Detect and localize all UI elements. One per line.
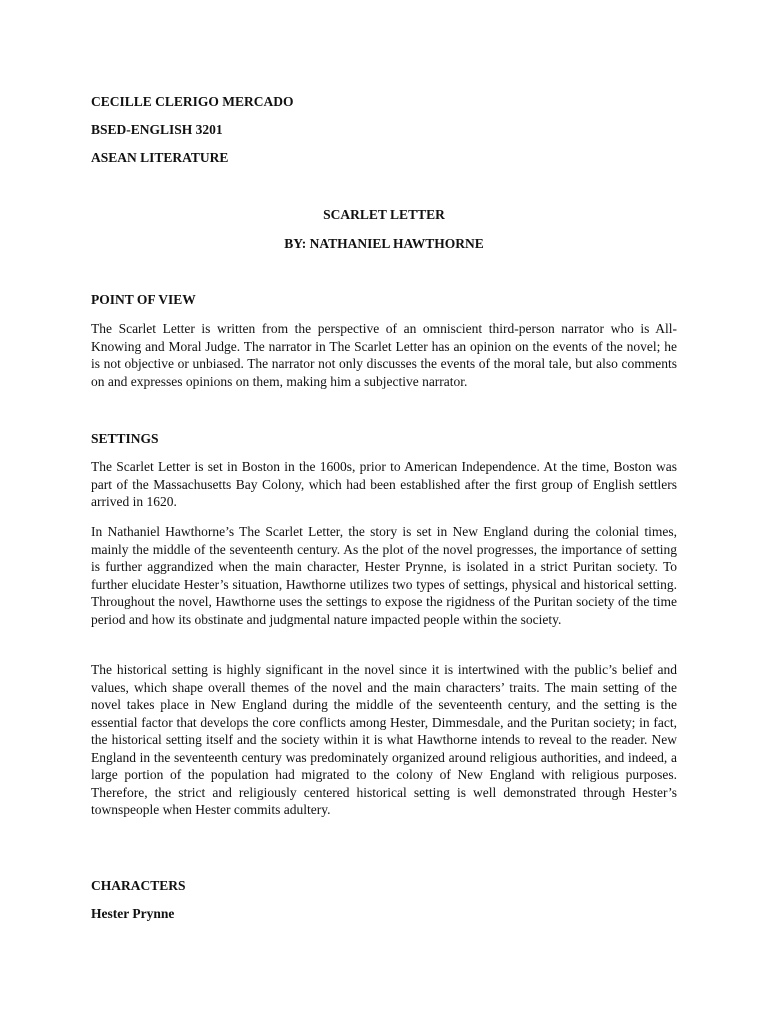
author-name: CECILLE CLERIGO MERCADO: [91, 94, 294, 109]
heading-point-of-view: POINT OF VIEW: [91, 292, 196, 307]
document-title: SCARLET LETTER: [323, 207, 445, 222]
heading-settings: SETTINGS: [91, 431, 159, 446]
paragraph-settings-2: In Nathaniel Hawthorne’s The Scarlet Letter, the story is set in New England during the colonial times, mainly the middle of the seventeenth century. As the plot of the novel progresses, the importance of setting is further aggrandized when the main character, Hester Prynne, is isolated in a strict Puritan society. To further elucidate Hester’s situation, Hawthorne utilizes two types of settings, physical and historical setting. Throughout the novel, Hawthorne uses the settings to expose the rigidness of the Puritan society of the time period and how its obstinate and judgmental nature impacted people within the society.: [91, 524, 677, 627]
course-code: BSED-ENGLISH 3201: [91, 122, 223, 137]
subheading-hester-prynne: Hester Prynne: [91, 906, 175, 921]
subject-name: ASEAN LITERATURE: [91, 150, 229, 165]
document-byline: BY: NATHANIEL HAWTHORNE: [284, 236, 484, 251]
heading-characters: CHARACTERS: [91, 878, 186, 893]
paragraph-settings-1: The Scarlet Letter is set in Boston in the 1600s, prior to American Independence. At the time, Boston was part of the Massachusetts Bay Colony, which had been established after the first group of English settlers arrived in 1620.: [91, 459, 677, 509]
paragraph-settings-3: The historical setting is highly significant in the novel since it is intertwined with the public’s belief and values, which shape overall themes of the novel and the main characters’ traits. The main setting of the novel takes place in New England during the middle of the seventeenth century, and the setting is the essential factor that develops the core conflicts among Hester, Dimmesdale, and the Puritan society; in fact, the historical setting itself and the society within it is what Hawthorne intends to reveal to the reader. New England in the seventeenth century was predominately organized around religious authorities, and indeed, a large portion of the population had migrated to the colony of New England with religious purposes. Therefore, the strict and religiously centered historical setting is well demonstrated through Hester’s townspeople when Hester commits adultery.: [91, 662, 677, 817]
paragraph-point-of-view: The Scarlet Letter is written from the perspective of an omniscient third-person narrator who is All-Knowing and Moral Judge. The narrator in The Scarlet Letter has an opinion on the events of the novel; he is not objective or unbiased. The narrator not only discusses the events of the moral tale, but also comments on and expresses opinions on them, making him a subjective narrator.: [91, 321, 677, 389]
